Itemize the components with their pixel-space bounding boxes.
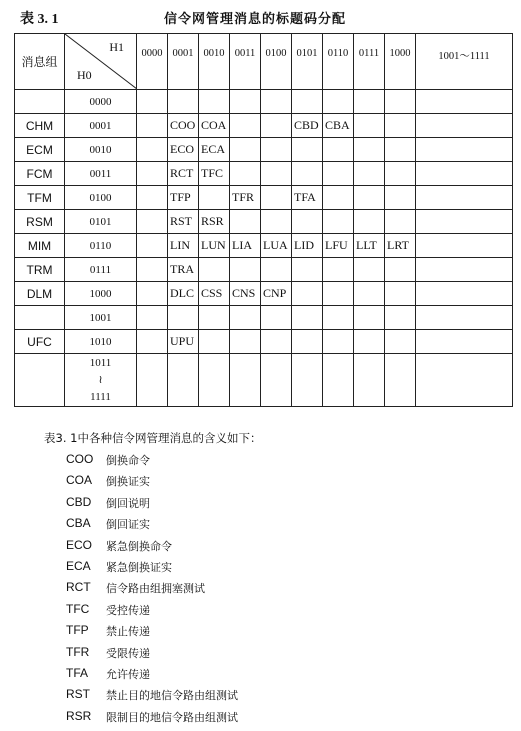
message-code-cell [137, 186, 168, 210]
h1-header: 0101 [292, 34, 323, 90]
h0-range-mid: ≀ [98, 373, 103, 386]
message-code-cell: TFC [199, 162, 230, 186]
message-code-cell [354, 330, 385, 354]
message-code-cell [416, 282, 513, 306]
message-code-cell: DLC [168, 282, 199, 306]
notes-intro: 表3. 1中各种信令网管理消息的含义如下： [44, 431, 262, 445]
table-row [15, 114, 513, 138]
definition-meaning: 倒换命令 [106, 454, 150, 467]
message-code-cell: CBA [323, 114, 354, 138]
message-code-cell [385, 162, 416, 186]
message-code-cell: TFR [230, 186, 261, 210]
table-caption [14, 8, 494, 28]
definition-item [66, 687, 238, 708]
h0-code-cell: 1000 [65, 282, 137, 306]
message-group-cell [15, 354, 65, 407]
definition-code: TFR [66, 644, 90, 659]
table-row [15, 306, 513, 330]
definition-item [66, 645, 150, 666]
message-code-cell [323, 282, 354, 306]
header-row [15, 34, 513, 90]
message-code-cell [416, 162, 513, 186]
message-group-cell [15, 306, 65, 330]
h0-range-cell [65, 354, 137, 407]
message-code-cell [230, 90, 261, 114]
definition-code: TFA [66, 666, 89, 680]
message-code-cell [416, 258, 513, 282]
definition-item [66, 473, 150, 494]
message-code-cell [416, 186, 513, 210]
message-code-cell [230, 114, 261, 138]
message-code-cell [323, 306, 354, 330]
message-code-cell [230, 210, 261, 234]
message-code-cell: LFU [323, 234, 354, 258]
definition-meaning: 倒换证实 [106, 475, 150, 489]
message-code-cell [416, 354, 513, 407]
definition-code: RSR [66, 708, 92, 723]
message-code-cell: LUA [261, 234, 292, 258]
definition-meaning: 紧急倒换命令 [106, 539, 172, 553]
h0-code-cell: 0000 [65, 90, 137, 114]
message-code-cell: LUN [199, 234, 230, 258]
corner-cell [65, 34, 137, 90]
table-row [15, 282, 513, 306]
message-code-cell [416, 138, 513, 162]
message-group-cell: TRM [15, 258, 65, 282]
message-code-cell [292, 354, 323, 407]
message-code-cell [137, 138, 168, 162]
definition-item [66, 602, 150, 623]
definition-item [66, 666, 150, 687]
table-number: 表 3. 1 [20, 12, 59, 27]
message-code-cell [137, 306, 168, 330]
definition-meaning: 受控传递 [106, 603, 150, 617]
message-code-cell [230, 354, 261, 407]
message-group-cell: DLM [15, 282, 65, 306]
message-group-cell: RSM [15, 210, 65, 234]
h0-code-cell: 0101 [65, 210, 137, 234]
h0-code-cell: 0111 [65, 258, 137, 282]
message-code-cell [416, 330, 513, 354]
message-group-cell: MIM [15, 234, 65, 258]
message-code-cell [416, 210, 513, 234]
h0-code-cell: 0001 [65, 114, 137, 138]
definition-item [66, 452, 150, 473]
h0-code-cell: 0100 [65, 186, 137, 210]
message-code-cell [261, 210, 292, 234]
h1-label: H1 [109, 40, 124, 54]
message-code-cell: CSS [199, 282, 230, 306]
message-code-cell [292, 306, 323, 330]
message-code-cell [292, 90, 323, 114]
message-group-cell: CHM [15, 114, 65, 138]
definition-code: CBA [66, 516, 91, 531]
message-code-cell [230, 162, 261, 186]
definition-code: ECO [66, 537, 93, 552]
h0-range-top: 1011 [89, 356, 112, 369]
definition-meaning: 允许传递 [106, 668, 150, 681]
message-code-cell [416, 90, 513, 114]
table-row [15, 234, 513, 258]
message-code-cell [168, 306, 199, 330]
message-code-cell [385, 90, 416, 114]
message-code-cell [261, 330, 292, 354]
message-code-cell [354, 282, 385, 306]
diagonal-divider [65, 34, 137, 89]
definition-code: COO [66, 452, 94, 466]
message-code-cell: CBD [292, 114, 323, 138]
message-code-cell [385, 306, 416, 330]
message-code-cell [323, 186, 354, 210]
h1-header: 0111 [354, 34, 385, 90]
message-code-cell: TRA [168, 258, 199, 282]
table-row [15, 330, 513, 354]
message-code-cell [385, 114, 416, 138]
message-code-cell [354, 210, 385, 234]
h1-header: 1000 [385, 34, 416, 90]
message-code-cell: LRT [385, 234, 416, 258]
message-code-cell [323, 138, 354, 162]
table-title: 信令网管理消息的标题码分配 [164, 12, 347, 27]
message-code-cell [292, 258, 323, 282]
message-code-cell: LID [292, 234, 323, 258]
message-code-cell [354, 186, 385, 210]
message-code-cell [354, 138, 385, 162]
message-code-cell: CNP [261, 282, 292, 306]
message-code-cell: CNS [230, 282, 261, 306]
message-code-cell: TFA [292, 186, 323, 210]
message-code-cell [137, 354, 168, 407]
message-code-cell: RST [168, 210, 199, 234]
message-code-cell [385, 354, 416, 407]
message-code-cell [137, 330, 168, 354]
message-code-cell: RSR [199, 210, 230, 234]
message-code-cell [230, 306, 261, 330]
definition-meaning: 禁止传递 [106, 625, 150, 639]
h0-code-cell: 0011 [65, 162, 137, 186]
h1-header: 0000 [137, 34, 168, 90]
definition-code: TFP [66, 623, 89, 638]
message-code-cell [323, 354, 354, 407]
definition-item [66, 580, 205, 601]
message-code-cell [261, 258, 292, 282]
message-code-cell [199, 186, 230, 210]
table-row [15, 186, 513, 210]
h1-header: 0001 [168, 34, 199, 90]
definition-meaning: 受限传递 [106, 646, 150, 660]
message-code-cell [323, 90, 354, 114]
definition-meaning: 禁止目的地信令路由组测试 [106, 689, 238, 703]
definition-meaning: 信令路由组拥塞测试 [106, 582, 205, 596]
definition-code: TFC [66, 601, 90, 616]
message-code-cell [292, 210, 323, 234]
definition-item [66, 559, 172, 580]
definition-meaning: 倒回说明 [106, 496, 150, 510]
message-code-cell [261, 138, 292, 162]
h1-header: 0010 [199, 34, 230, 90]
message-code-cell [230, 258, 261, 282]
heading-code-table [14, 33, 513, 407]
message-code-cell [385, 330, 416, 354]
message-group-cell: ECM [15, 138, 65, 162]
message-code-cell [199, 330, 230, 354]
message-code-cell [137, 210, 168, 234]
message-code-cell [261, 90, 292, 114]
message-code-cell [292, 282, 323, 306]
message-code-cell [199, 354, 230, 407]
message-code-cell [137, 90, 168, 114]
message-code-cell: LIA [230, 234, 261, 258]
message-code-cell: TFP [168, 186, 199, 210]
message-code-cell [292, 330, 323, 354]
message-group-cell: FCM [15, 162, 65, 186]
message-code-cell [385, 282, 416, 306]
message-code-cell [323, 210, 354, 234]
message-code-cell [323, 162, 354, 186]
message-code-cell [137, 234, 168, 258]
table-row [15, 162, 513, 186]
message-code-cell [168, 90, 199, 114]
message-code-cell [261, 186, 292, 210]
message-code-cell [137, 258, 168, 282]
definition-item [66, 538, 172, 559]
message-code-cell [199, 306, 230, 330]
message-code-cell [385, 210, 416, 234]
message-code-cell [292, 138, 323, 162]
message-code-cell [354, 114, 385, 138]
table-row [15, 258, 513, 282]
definition-code: ECA [66, 559, 91, 573]
table-row [15, 210, 513, 234]
message-code-cell [199, 258, 230, 282]
message-code-cell [416, 306, 513, 330]
message-code-cell [354, 306, 385, 330]
h0-code-cell: 1001 [65, 306, 137, 330]
definition-item [66, 709, 238, 730]
h0-code-cell: 1010 [65, 330, 137, 354]
message-code-cell [323, 258, 354, 282]
message-code-cell: UPU [168, 330, 199, 354]
h0-code-cell: 0010 [65, 138, 137, 162]
definition-code: RST [66, 687, 90, 702]
message-group-cell [15, 90, 65, 114]
definition-item [66, 623, 150, 644]
h0-code-cell: 0110 [65, 234, 137, 258]
table-row [15, 90, 513, 114]
message-code-cell [261, 114, 292, 138]
message-code-cell [261, 162, 292, 186]
h1-header: 0100 [261, 34, 292, 90]
message-code-cell [292, 162, 323, 186]
message-code-cell [354, 258, 385, 282]
message-code-cell [416, 114, 513, 138]
message-code-cell [261, 306, 292, 330]
message-code-cell [261, 354, 292, 407]
h1-header: 0110 [323, 34, 354, 90]
definition-code: CBD [66, 494, 92, 509]
message-code-cell: COO [168, 114, 199, 138]
table-row-range [15, 354, 513, 407]
message-code-cell [385, 186, 416, 210]
message-group-cell: UFC [15, 330, 65, 354]
definition-code: COA [66, 473, 93, 488]
definition-meaning: 倒回证实 [106, 518, 150, 532]
message-code-cell: LLT [354, 234, 385, 258]
message-code-cell [230, 138, 261, 162]
definition-meaning: 限制目的地信令路由组测试 [106, 710, 238, 724]
message-code-cell: ECO [168, 138, 199, 162]
message-code-cell [199, 90, 230, 114]
message-code-cell [137, 162, 168, 186]
message-code-cell [137, 282, 168, 306]
message-code-cell [416, 234, 513, 258]
group-header: 消息组 [15, 34, 65, 90]
h1-header: 0011 [230, 34, 261, 90]
message-code-cell [137, 114, 168, 138]
message-code-cell [354, 90, 385, 114]
table-row [15, 138, 513, 162]
message-code-cell [385, 138, 416, 162]
message-group-cell: TFM [15, 186, 65, 210]
h1-header: 1001～1111 [416, 34, 513, 90]
definition-meaning: 紧急倒换证实 [106, 561, 172, 574]
message-code-cell [230, 330, 261, 354]
message-code-cell [385, 258, 416, 282]
definition-code: RCT [66, 580, 91, 595]
h0-label: H0 [77, 68, 92, 82]
message-code-cell: LIN [168, 234, 199, 258]
message-code-cell: COA [199, 114, 230, 138]
h0-range-bottom: 1111 [90, 390, 111, 403]
message-code-cell [354, 354, 385, 407]
message-code-cell [323, 330, 354, 354]
message-code-cell: RCT [168, 162, 199, 186]
message-code-cell [354, 162, 385, 186]
message-code-cell: ECA [199, 138, 230, 162]
definition-item [66, 516, 150, 537]
message-code-cell [168, 354, 199, 407]
definition-item [66, 495, 150, 516]
